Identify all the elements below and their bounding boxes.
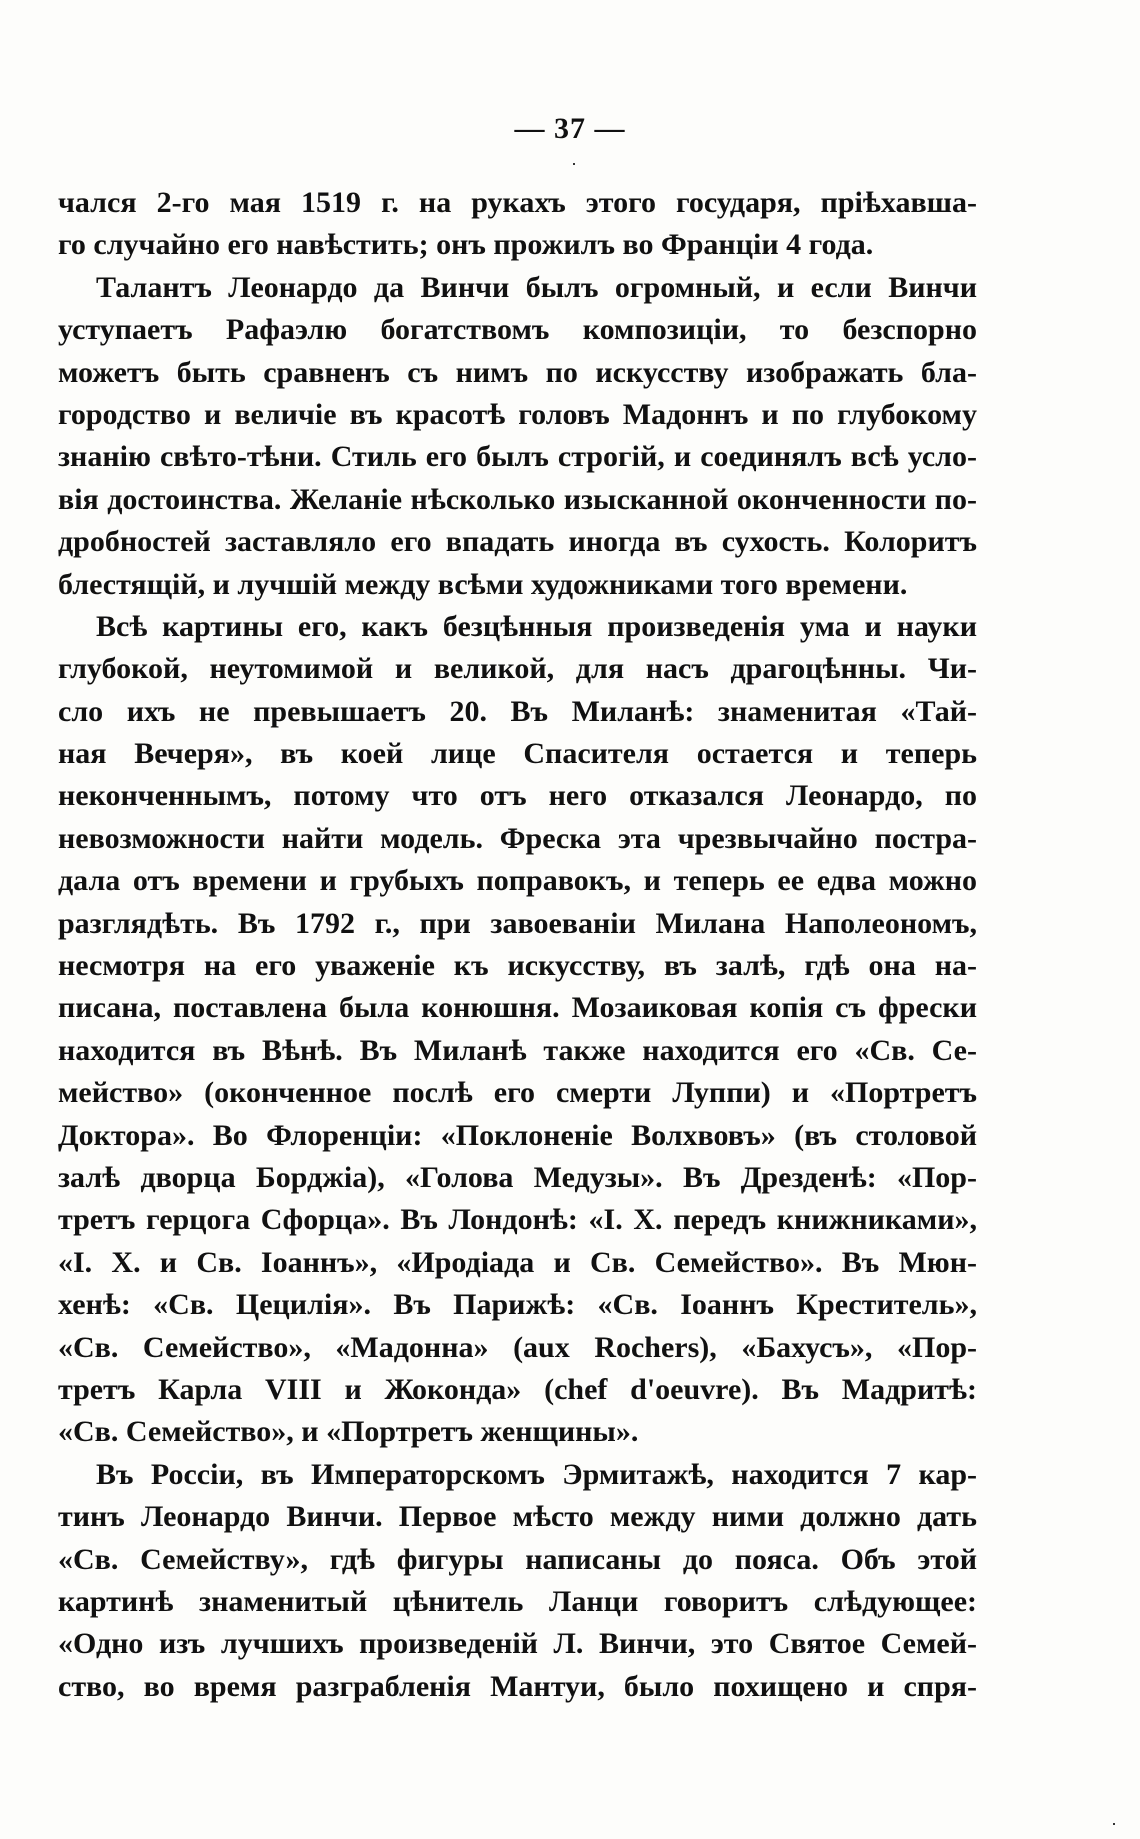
text-line: залѣ дворца Борджіа), «Голова Медузы». Въ Дрезденѣ: «Пор- xyxy=(58,1160,977,1194)
text-line: тинъ Леонардо Винчи. Первое мѣсто между ними должно дать xyxy=(58,1500,977,1534)
text-line: «Св. Семейству», гдѣ фигуры написаны до пояса. Объ этой xyxy=(58,1542,977,1576)
text-line: вія достоинства. Желаніе нѣсколько изысканной оконченности по- xyxy=(58,482,977,516)
text-line: несмотря на его уваженіе къ искусству, въ залѣ, гдѣ она на- xyxy=(58,949,977,983)
text-line: сло ихъ не превышаетъ 20. Въ Миланѣ: знаменитая «Тай- xyxy=(58,694,977,728)
text-line: Талантъ Леонардо да Винчи былъ огромный, и если Винчи xyxy=(96,270,977,304)
text-line: неконченнымъ, потому что отъ него отказался Леонардо, по xyxy=(58,779,977,813)
print-speck xyxy=(573,163,575,165)
text-line: Всѣ картины его, какъ безцѣнныя произведенія ума и науки xyxy=(96,609,977,643)
text-line: ство, во время разграбленія Мантуи, было похищено и спря- xyxy=(58,1669,977,1703)
text-line: «І. Х. и Св. Іоаннъ», «Иродіада и Св. Семейство». Въ Мюн- xyxy=(58,1245,977,1279)
print-speck xyxy=(1113,1823,1115,1825)
text-line: писана, поставлена была конюшня. Мозаиковая копія съ фрески xyxy=(58,991,977,1025)
text-line: Доктора». Во Флоренціи: «Поклоненіе Волхвовъ» (въ столовой xyxy=(58,1118,977,1152)
text-line: можетъ быть сравненъ съ нимъ по искусству изображать бла- xyxy=(58,355,977,389)
text-line: глубокой, неутомимой и великой, для насъ драгоцѣнны. Чи- xyxy=(58,652,977,686)
text-line: блестящій, и лучшій между всѣми художниками того времени. xyxy=(58,567,908,601)
text-line: знанію свѣто-тѣни. Стиль его былъ строгій, и соединялъ всѣ усло- xyxy=(58,440,977,474)
text-line: «Св. Семейство», «Мадонна» (aux Rochers), «Бахусъ», «Пор- xyxy=(58,1330,977,1364)
text-line: третъ герцога Сфорца». Въ Лондонѣ: «І. Х. передъ книжниками», xyxy=(58,1203,977,1237)
text-line: дала отъ времени и грубыхъ поправокъ, и теперь ее едва можно xyxy=(58,864,977,898)
text-line: картинѣ знаменитый цѣнитель Ланци говоритъ слѣдующее: xyxy=(58,1584,977,1618)
text-line: уступаетъ Рафаэлю богатствомъ композиціи, то безспорно xyxy=(58,313,977,347)
text-line: разглядѣть. Въ 1792 г., при завоеваніи Милана Наполеономъ, xyxy=(58,906,977,940)
text-line: находится въ Вѣнѣ. Въ Миланѣ также находится его «Св. Се- xyxy=(58,1033,977,1067)
text-line: «Одно изъ лучшихъ произведеній Л. Винчи, это Святое Семей- xyxy=(58,1627,977,1661)
text-line: го случайно его навѣстить; онъ прожилъ во Франціи 4 года. xyxy=(58,228,874,262)
body-text xyxy=(58,182,977,1708)
text-line: хенѣ: «Св. Цецилія». Въ Парижѣ: «Св. Іоаннъ Креститель», xyxy=(58,1288,977,1322)
page-number: — 37 — xyxy=(514,112,626,145)
text-line: мейство» (оконченное послѣ его смерти Луппи) и «Портретъ xyxy=(58,1076,977,1110)
text-line: «Св. Семейство», и «Портретъ женщины». xyxy=(58,1415,639,1449)
text-line: городство и величіе въ красотѣ головъ Мадоннъ и по глубокому xyxy=(58,397,977,431)
text-line: дробностей заставляло его впадать иногда въ сухость. Колоритъ xyxy=(58,525,977,559)
text-line: ная Вечеря», въ коей лице Спасителя остается и теперь xyxy=(58,737,977,771)
text-line: третъ Карла VIII и Жоконда» (chef d'oeuvre). Въ Мадритѣ: xyxy=(58,1372,977,1406)
text-line: Въ Россіи, въ Императорскомъ Эрмитажѣ, находится 7 кар- xyxy=(96,1457,977,1491)
text-line: невозможности найти модель. Фреска эта чрезвычайно пострa- xyxy=(58,821,977,855)
text-line: чался 2-го мая 1519 г. на рукахъ этого государя, пріѣхавша- xyxy=(58,186,977,219)
